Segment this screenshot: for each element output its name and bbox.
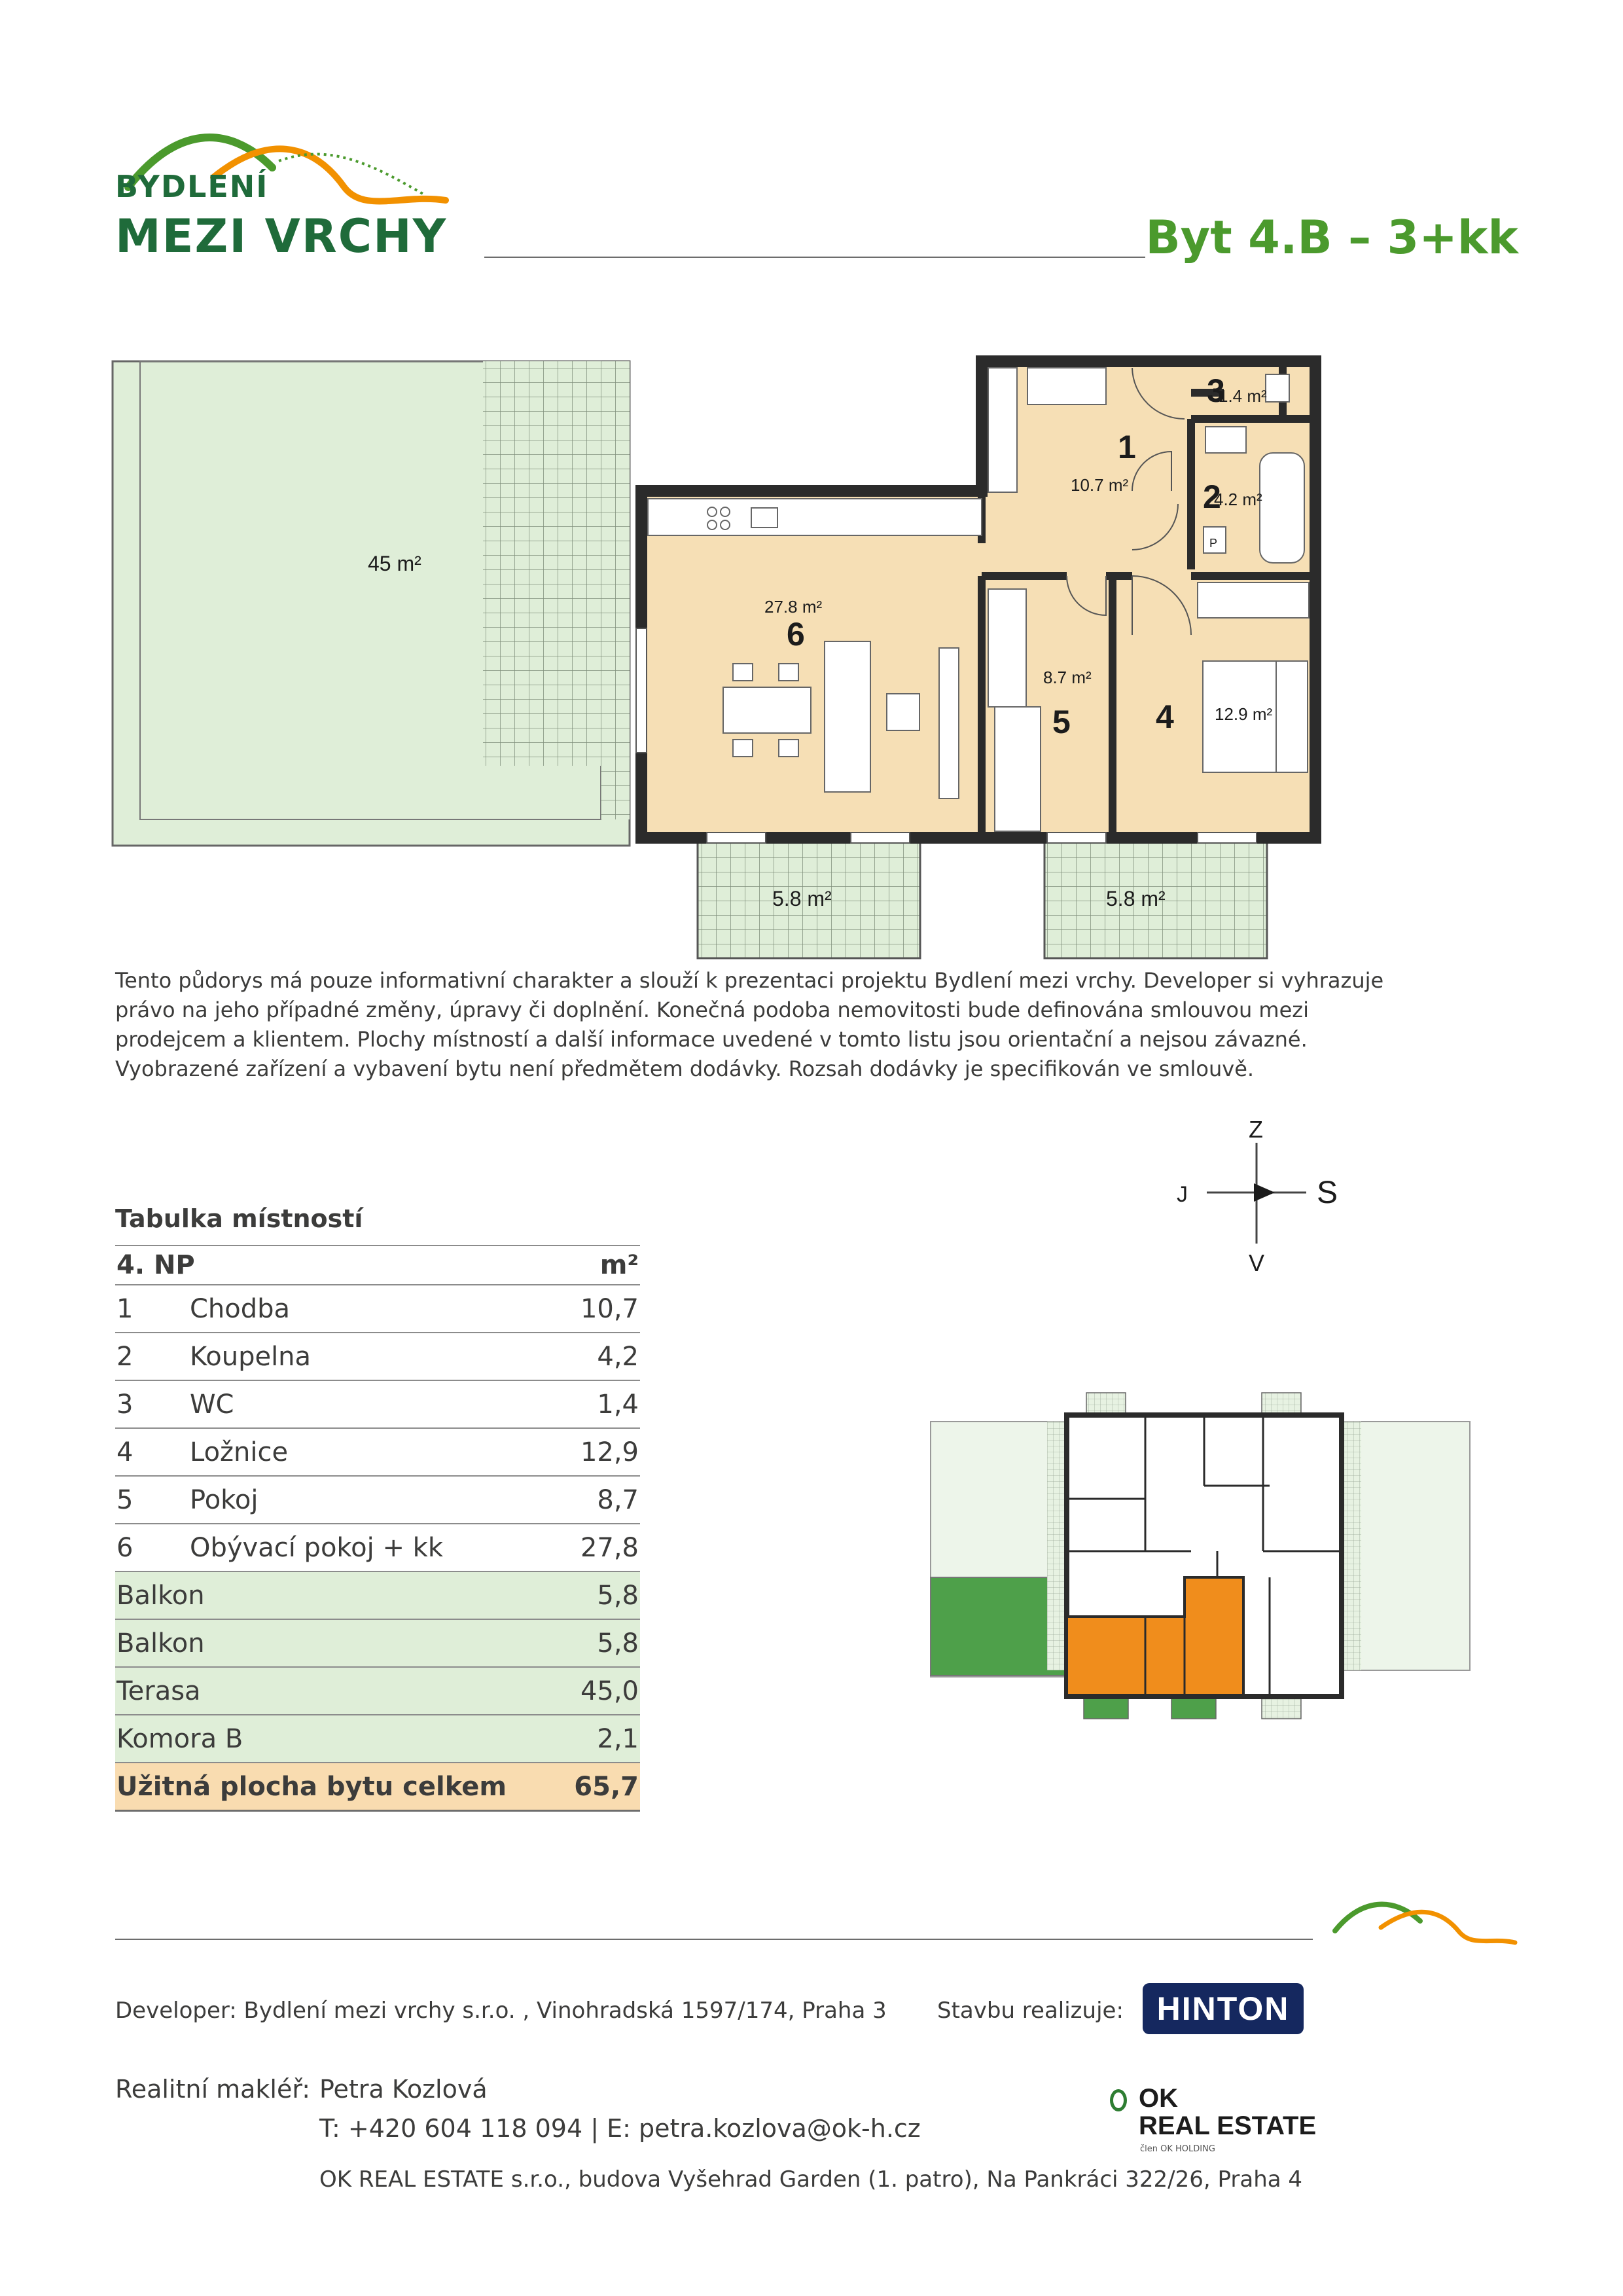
plan-room-5-number: 5 (1052, 704, 1071, 740)
room-number: 2 (115, 1333, 188, 1380)
exterior-name: Terasa (115, 1667, 562, 1715)
brand-line-2: MEZI VRCHY (115, 209, 448, 263)
room-area: 27,8 (562, 1524, 640, 1571)
room-name: WC (188, 1380, 562, 1428)
table-row-exterior (115, 1667, 640, 1715)
room-area: 4,2 (562, 1333, 640, 1380)
table-row (115, 1524, 640, 1571)
room-table-header (115, 1246, 640, 1285)
room-area: 8,7 (562, 1476, 640, 1524)
room-name: Chodba (188, 1285, 562, 1333)
exterior-area: 5,8 (562, 1571, 640, 1619)
plan-room-1-area: 10.7 m² (1071, 475, 1129, 495)
table-row-total (115, 1763, 640, 1811)
room-area: 1,4 (562, 1380, 640, 1428)
floor-key-plan (929, 1381, 1472, 1728)
floor-label: 4. NP (115, 1246, 562, 1285)
disclaimer-line: právo na jeho případné změny, úpravy či doplnění. Konečná podoba nemovitosti bude definována smlouvou mezi (115, 997, 1309, 1022)
agency-logo-line-1: OK (1139, 2084, 1178, 2113)
compass-north: Z (1249, 1116, 1263, 1143)
footer-divider (115, 1939, 1313, 1940)
table-row-exterior (115, 1715, 640, 1763)
agency-logo-line-3: člen OK HOLDING (1140, 2144, 1215, 2154)
room-table (115, 1245, 640, 1812)
room-area: 12,9 (562, 1428, 640, 1476)
plan-room-3-area: 1.4 m² (1219, 386, 1267, 406)
disclaimer-line: Tento půdorys má pouze informativní charakter a slouží k prezentaci projektu Bydlení mezi vrchy. Developer si vyhrazuje (115, 968, 1384, 993)
room-number: 6 (115, 1524, 188, 1571)
exterior-area: 2,1 (562, 1715, 640, 1763)
plan-balcony-right-area: 5.8 m² (1106, 887, 1166, 910)
room-name: Koupelna (188, 1333, 562, 1380)
disclaimer-line: prodejcem a klientem. Plochy místností a další informace uvedené v tomto listu jsou orientační a nejsou závazné. (115, 1027, 1308, 1052)
disclaimer (115, 966, 1489, 1084)
total-label: Užitná plocha bytu celkem (115, 1763, 562, 1811)
exterior-area: 45,0 (562, 1667, 640, 1715)
table-row (115, 1333, 640, 1380)
room-name: Obývací pokoj + kk (188, 1524, 562, 1571)
plumbing-label: P (1209, 537, 1218, 550)
room-name: Pokoj (188, 1476, 562, 1524)
table-row (115, 1428, 640, 1476)
room-number: 5 (115, 1476, 188, 1524)
table-row-exterior (115, 1619, 640, 1667)
plan-room-6-number: 6 (787, 616, 805, 653)
table-row-exterior (115, 1571, 640, 1619)
room-number: 4 (115, 1428, 188, 1476)
broker-name: Petra Kozlová (319, 2075, 488, 2104)
agency-address: OK REAL ESTATE s.r.o., budova Vyšehrad Garden (1. patro), Na Pankráci 322/26, Praha 4 (319, 2166, 1303, 2193)
floor-plan (111, 353, 1342, 962)
plan-room-2-area: 4.2 m² (1214, 490, 1262, 509)
developer-info: Developer: Bydlení mezi vrchy s.r.o. , Vinohradská 1597/174, Praha 3 (115, 1998, 887, 2024)
room-name: Ložnice (188, 1428, 562, 1476)
unit-title: Byt 4.B – 3+kk (1145, 211, 1518, 264)
room-table-title: Tabulka místností (115, 1204, 363, 1233)
plan-room-4-area: 12.9 m² (1215, 704, 1273, 724)
compass-east: S (1317, 1175, 1338, 1210)
brand-logo-small (1329, 1892, 1518, 1970)
table-row (115, 1476, 640, 1524)
ok-real-estate-icon (1110, 2089, 1127, 2111)
plan-terrace-area: 45 m² (368, 552, 421, 575)
plan-room-5-area: 8.7 m² (1043, 668, 1092, 687)
builder-label: Stavbu realizuje: (937, 1998, 1124, 2024)
broker-label: Realitní makléř: (115, 2075, 311, 2104)
agency-logo-line-2: REAL ESTATE (1139, 2111, 1317, 2140)
broker-contact: T: +420 604 118 094 | E: petra.kozlova@ok-h.cz (319, 2114, 921, 2143)
brand-line-1: BYDLENÍ (115, 169, 269, 204)
plan-room-4-number: 4 (1156, 698, 1174, 735)
total-area: 65,7 (562, 1763, 640, 1811)
exterior-name: Komora B (115, 1715, 562, 1763)
plan-room-1-number: 1 (1118, 429, 1136, 465)
room-number: 1 (115, 1285, 188, 1333)
compass-south: V (1249, 1249, 1265, 1276)
header-divider (484, 257, 1145, 258)
exterior-area: 5,8 (562, 1619, 640, 1667)
room-number: 3 (115, 1380, 188, 1428)
plan-balcony-left-area: 5.8 m² (772, 887, 832, 910)
compass-west: J (1177, 1182, 1188, 1207)
exterior-name: Balkon (115, 1571, 562, 1619)
plan-room-3-number: 3 (1207, 372, 1225, 409)
plan-room-6-area: 27.8 m² (764, 597, 823, 617)
table-row (115, 1285, 640, 1333)
exterior-name: Balkon (115, 1619, 562, 1667)
room-area: 10,7 (562, 1285, 640, 1333)
unit-label: m² (562, 1246, 640, 1285)
compass-rose (1171, 1106, 1355, 1302)
plan-room-2-number: 2 (1203, 478, 1221, 515)
hinton-logo: HINTON (1143, 1983, 1304, 2034)
table-row (115, 1380, 640, 1428)
disclaimer-line: Vyobrazené zařízení a vybavení bytu není předmětem dodávky. Rozsah dodávky je specifikován ve smlouvě. (115, 1056, 1255, 1081)
